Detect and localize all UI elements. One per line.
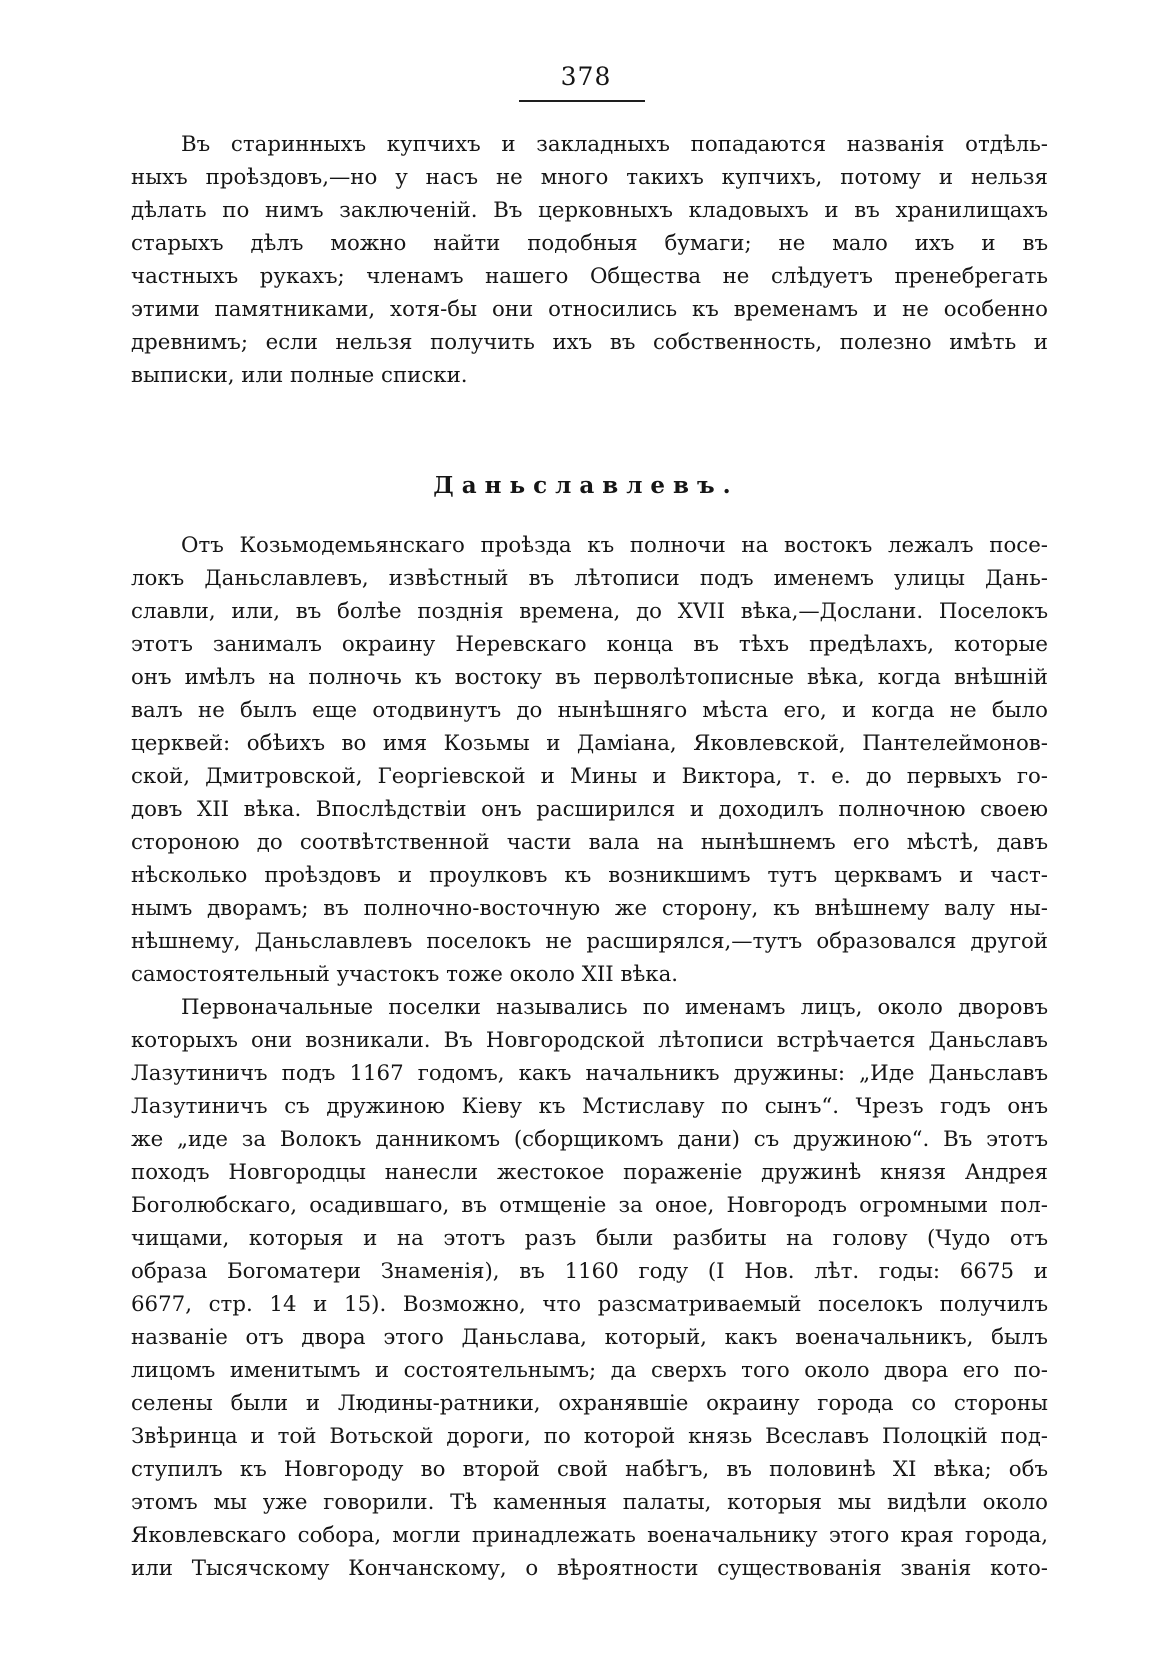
text-line: которыхъ они возникали. Въ Новгородской лѣтописи встрѣчается Даньславъ: [131, 1028, 1048, 1053]
text-line: Лазутиничъ подъ 1167 годомъ, какъ начальникъ дружины: „Иде Даньславъ: [131, 1061, 1048, 1086]
text-line: стороною до соотвѣтственной части вала на нынѣшнемъ его мѣстѣ, давъ: [131, 830, 1048, 855]
page-number-rule: [519, 100, 645, 102]
text-line: довъ XII вѣка. Впослѣдствіи онъ расширился и доходилъ полночною своею: [131, 797, 1048, 822]
paragraph-block: [131, 529, 1048, 1585]
text-line: этотъ занималъ окраину Неревскаго конца въ тѣхъ предѣлахъ, которые: [131, 632, 1048, 657]
section-heading: Даньславлевъ.: [433, 472, 739, 499]
text-line: онъ имѣлъ на полночь къ востоку въ перволѣтописные вѣка, когда внѣшній: [131, 665, 1048, 690]
text-line: этомъ мы уже говорили. Тѣ каменныя палаты, которыя мы видѣли около: [131, 1490, 1048, 1515]
text-line: выписки, или полные списки.: [131, 363, 468, 388]
text-line: локъ Даньславлевъ, извѣстный въ лѣтописи подъ именемъ улицы Дань-: [131, 566, 1048, 591]
text-line: самостоятельный участокъ тоже около XII вѣка.: [131, 962, 679, 987]
paragraph-block: [131, 128, 1048, 392]
text-line: Отъ Козьмодемьянскаго проѣзда къ полночи на востокъ лежалъ посе-: [181, 533, 1048, 558]
text-line: нымъ дворамъ; въ полночно-восточную же сторону, къ внѣшнему валу ны-: [131, 896, 1048, 921]
text-line: же „иде за Волокъ данникомъ (сборщикомъ дани) съ дружиною“. Въ этотъ: [131, 1127, 1048, 1152]
text-line: Яковлевскаго собора, могли принадлежать военачальнику этого края города,: [131, 1523, 1048, 1548]
text-line: нѣсколько проѣздовъ и проулковъ къ возникшимъ тутъ церквамъ и част-: [131, 863, 1048, 888]
text-line: походъ Новгородцы нанесли жестокое пораженіе дружинѣ князя Андрея: [131, 1160, 1048, 1185]
text-line: ступилъ къ Новгороду во второй свой набѣгъ, въ половинѣ XI вѣка; объ: [131, 1457, 1048, 1482]
text-line: дѣлать по нимъ заключеній. Въ церковныхъ кладовыхъ и въ хранилищахъ: [131, 198, 1048, 223]
text-line: древнимъ; если нельзя получить ихъ въ собственность, полезно имѣть и: [131, 330, 1048, 355]
text-line: или Тысячскому Кончанскому, о вѣроятности существованія званія кото-: [131, 1556, 1048, 1581]
text-line: Въ старинныхъ купчихъ и закладныхъ попадаются названія отдѣль-: [181, 132, 1048, 157]
text-line: Боголюбскаго, осадившаго, въ отмщеніе за оное, Новгородъ огромными пол-: [131, 1193, 1048, 1218]
text-line: чищами, которыя и на этотъ разъ были разбиты на голову (Чудо отъ: [131, 1226, 1048, 1251]
text-line: селены были и Людины-ратники, охранявшіе окраину города со стороны: [131, 1391, 1048, 1416]
text-line: валъ не былъ еще отодвинутъ до нынѣшняго мѣста его, и когда не было: [131, 698, 1048, 723]
text-line: частныхъ рукахъ; членамъ нашего Общества не слѣдуетъ пренебрегать: [131, 264, 1048, 289]
text-line: названіе отъ двора этого Даньслава, который, какъ военачальникъ, былъ: [131, 1325, 1048, 1350]
text-line: Звѣринца и той Вотьской дороги, по которой князь Всеславъ Полоцкій под-: [131, 1424, 1048, 1449]
text-line: церквей: обѣихъ во имя Козьмы и Даміана, Яковлевской, Пантелеймонов-: [131, 731, 1048, 756]
text-line: этими памятниками, хотя-бы они относились къ временамъ и не особенно: [131, 297, 1048, 322]
page-number: 378: [560, 62, 612, 91]
text-line: нѣшнему, Даньславлевъ поселокъ не расширялся,—тутъ образовался другой: [131, 929, 1048, 954]
text-line: образа Богоматери Знаменія), въ 1160 году (I Нов. лѣт. годы: 6675 и: [131, 1259, 1048, 1284]
text-line: славли, или, въ болѣе позднія времена, до XVII вѣка,—Дослани. Поселокъ: [131, 599, 1048, 624]
text-line: Лазутиничъ съ дружиною Кіеву къ Мстиславу по сынъ“. Чрезъ годъ онъ: [131, 1094, 1048, 1119]
text-line: ныхъ проѣздовъ,—но у насъ не много такихъ купчихъ, потому и нельзя: [131, 165, 1048, 190]
text-line: старыхъ дѣлъ можно найти подобныя бумаги; не мало ихъ и въ: [131, 231, 1048, 256]
text-line: Первоначальные поселки назывались по именамъ лицъ, около дворовъ: [181, 995, 1048, 1020]
text-line: 6677, стр. 14 и 15). Возможно, что разсматриваемый поселокъ получилъ: [131, 1292, 1048, 1317]
text-line: лицомъ именитымъ и состоятельнымъ; да сверхъ того около двора его по-: [131, 1358, 1048, 1383]
text-line: ской, Дмитровской, Георгіевской и Мины и Виктора, т. е. до первыхъ го-: [131, 764, 1048, 789]
